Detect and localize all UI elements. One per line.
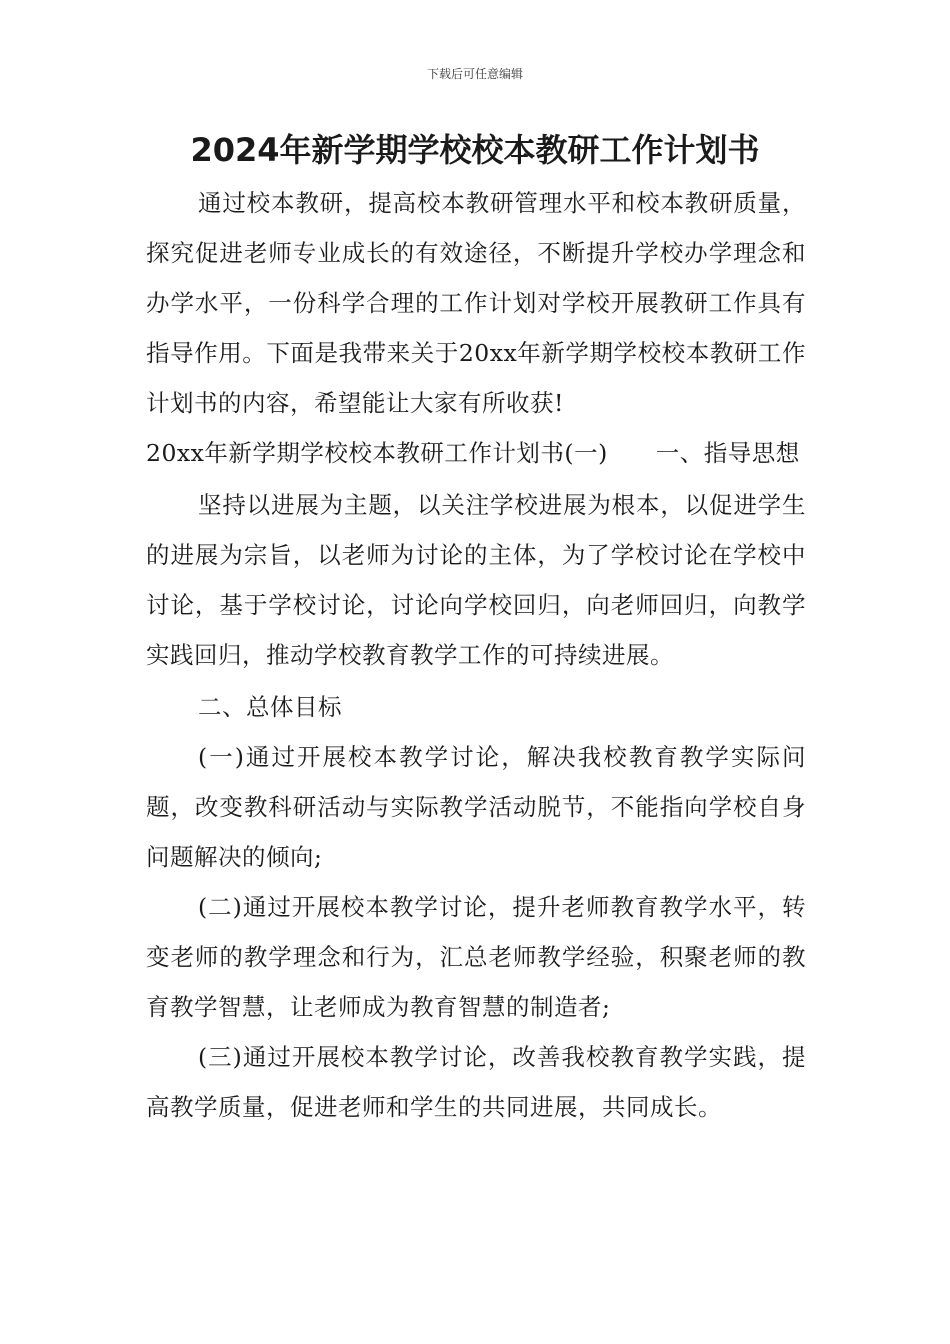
goal-item-three: (三)通过开展校本教学讨论，改善我校教育教学实践，提高教学质量，促进老师和学生的共同进展，共同成长。 — [146, 1043, 806, 1121]
document-body — [146, 178, 806, 1132]
page-header-note: 下载后可任意编辑 — [426, 67, 523, 81]
intro-paragraph: 通过校本教研，提高校本教研管理水平和校本教研质量，探究促进老师专业成长的有效途径，不断提升学校办学理念和办学水平，一份科学合理的工作计划对学校开展教研工作具有指导作用。下面是我带来关于20xx年新学期学校校本教研工作计划书的内容，希望能让大家有所收获! — [146, 189, 806, 417]
goal-item-one: (一)通过开展校本教学讨论，解决我校教育教学实际问题，改变教科研活动与实际教学活动脱节，不能指向学校自身问题解决的倾向; — [146, 743, 806, 871]
guiding-thought-paragraph: 坚持以进展为主题，以关注学校进展为根本，以促进学生的进展为宗旨，以老师为讨论的主体，为了学校讨论在学校中讨论，基于学校讨论，讨论向学校回归，向老师回归，向教学实践回归，推动学校教育教学工作的可持续进展。 — [146, 491, 806, 669]
goal-item-two: (二)通过开展校本教学讨论，提升老师教育教学水平，转变老师的教学理念和行为，汇总老师教学经验，积聚老师的教育教学智慧，让老师成为教育智慧的制造者; — [146, 893, 806, 1021]
document-title: 2024年新学期学校校本教研工作计划书 — [190, 131, 760, 169]
section-heading-overall-goal: 二、总体目标 — [198, 693, 342, 721]
section-heading-plan-one: 20xx年新学期学校校本教研工作计划书(一) 一、指导思想 — [146, 439, 800, 467]
